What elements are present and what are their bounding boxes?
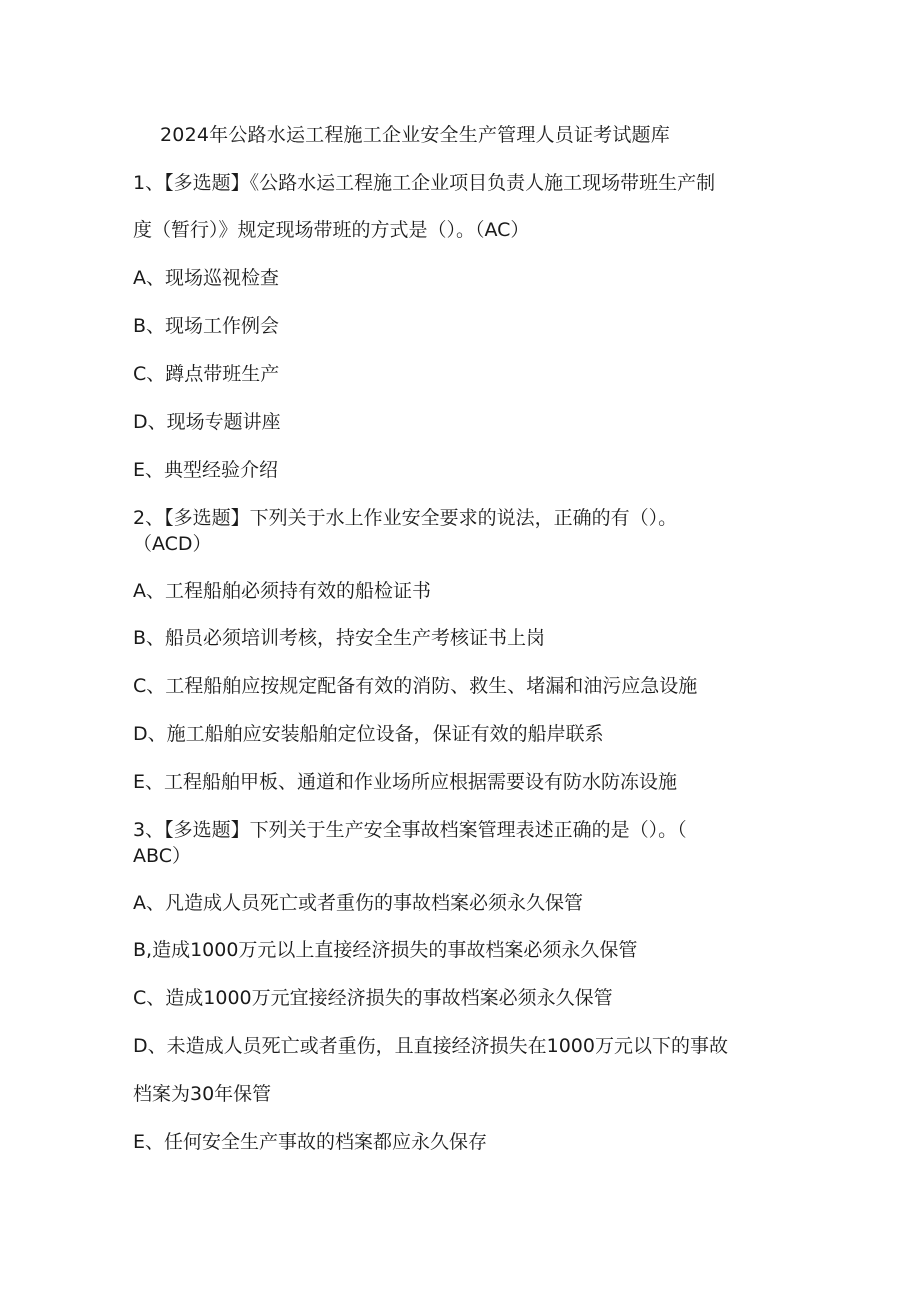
question-1-option-d: D、现场专题讲座 [133,411,281,433]
question-1-option-e: E、典型经验介绍 [133,459,279,481]
question-2-stem-line-2: （ACD） [133,533,212,555]
question-2-option-b: B、船员必须培训考核，持安全生产考核证书上岗 [133,627,546,649]
question-1-stem-line-2: 度（暂行）》规定现场带班的方式是（）。（AC） [133,219,530,241]
question-3-option-a: A、凡造成人员死亡或者重伤的事故档案必须永久保管 [133,892,583,914]
question-3-option-d: D、未造成人员死亡或者重伤，且直接经济损失在1000万元以下的事故 [133,1035,728,1057]
question-1-option-a: A、现场巡视检查 [133,267,279,289]
question-3-option-c: C、造成1000万元宜接经济损失的事故档案必须永久保管 [133,987,613,1009]
question-3-option-b: B,造成1000万元以上直接经济损失的事故档案必须永久保管 [133,939,638,961]
question-1-option-c: C、蹲点带班生产 [133,363,280,385]
question-3-stem-line-2: ABC） [133,845,191,867]
question-2-option-e: E、工程船舶甲板、通道和作业场所应根据需要设有防水防冻设施 [133,771,678,793]
question-1-option-b: B、现场工作例会 [133,315,280,337]
question-3-option-d-continued: 档案为30年保管 [133,1083,272,1105]
question-3-stem-line-1: 3、【多选题】下列关于生产安全事故档案管理表述正确的是（）。（ [133,819,687,841]
question-2-stem-line-1: 2、【多选题】下列关于水上作业安全要求的说法，正确的有（）。 [133,507,678,529]
question-1-stem-line-1: 1、【多选题】《公路水运工程施工企业项目负责人施工现场带班生产制 [133,172,716,194]
document-title: 2024年公路水运工程施工企业安全生产管理人员证考试题库 [160,124,670,146]
question-2-option-a: A、工程船舶必须持有效的船检证书 [133,580,431,602]
question-2-option-c: C、工程船舶应按规定配备有效的消防、救生、堵漏和油污应急设施 [133,675,698,697]
question-2-option-d: D、施工船舶应安装船舶定位设备，保证有效的船岸联系 [133,723,604,745]
question-3-option-e: E、任何安全生产事故的档案都应永久保存 [133,1131,488,1153]
